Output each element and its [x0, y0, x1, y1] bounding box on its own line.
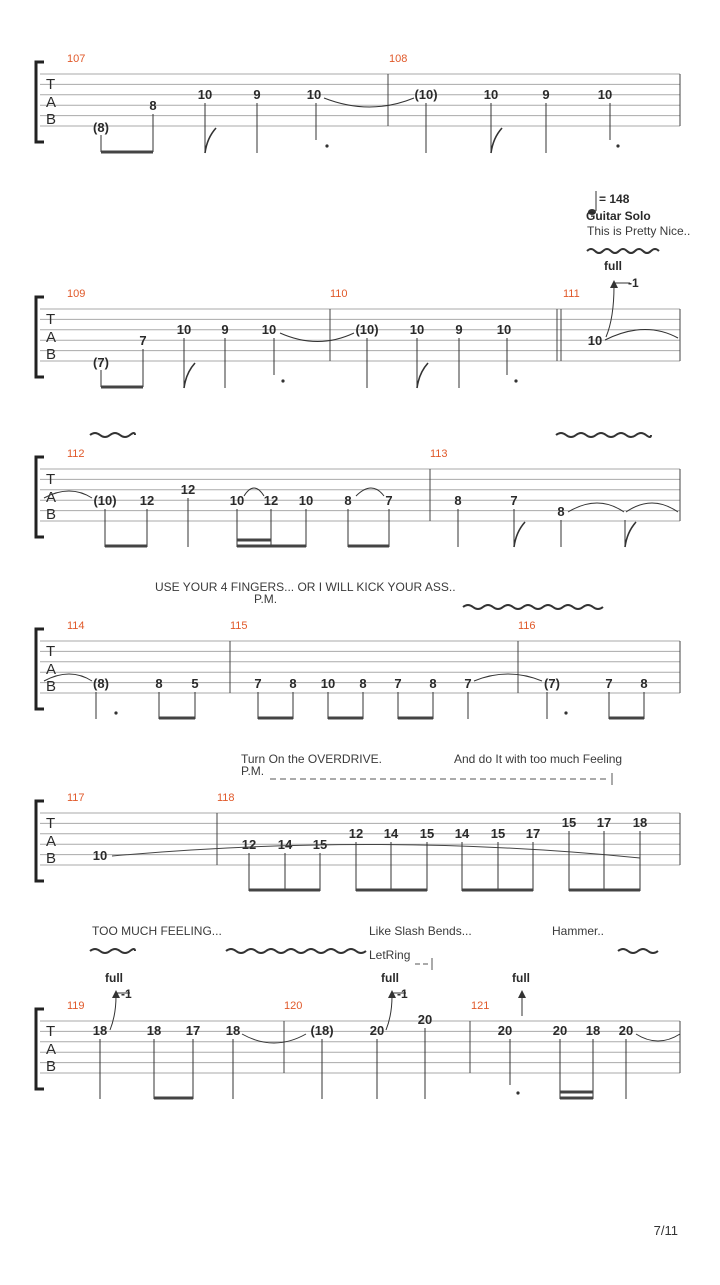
fret-number: 10	[176, 322, 192, 337]
tab-letter-t: T	[46, 1023, 56, 1040]
fret-number: 18	[585, 1023, 601, 1038]
bend-label: full	[381, 971, 399, 985]
fret-number: 10	[261, 322, 277, 337]
fret-number: 17	[596, 815, 612, 830]
tab-system-4	[36, 620, 680, 719]
flag	[184, 363, 195, 388]
annotation-text: Like Slash Bends...	[369, 924, 472, 938]
staff-lines	[40, 469, 680, 521]
tab-letter-b: B	[46, 678, 57, 695]
dot	[616, 144, 619, 147]
slur	[356, 488, 384, 496]
flag	[625, 522, 636, 547]
fret-number: 18	[632, 815, 648, 830]
fret-number: 20	[552, 1023, 568, 1038]
measure-number: 114	[67, 620, 85, 632]
tie	[605, 329, 678, 340]
vibrato-line	[90, 433, 135, 437]
fret-number: 8	[429, 676, 437, 691]
vibrato-line	[556, 433, 651, 437]
bend-label: -1	[121, 987, 132, 1001]
fret-number: 9	[221, 322, 229, 337]
section-label: Guitar Solo	[586, 209, 651, 223]
fret-number: 10	[587, 333, 603, 348]
measure-number: 113	[430, 448, 448, 460]
flag	[514, 522, 525, 547]
fret-number: 8	[155, 676, 163, 691]
measure-number: 109	[67, 288, 86, 300]
fret-number: (8)	[93, 676, 109, 691]
annotation-text: This is Pretty Nice..	[587, 224, 691, 238]
fret-number: 8	[149, 98, 157, 113]
slide-slur	[112, 844, 640, 858]
dot	[514, 379, 517, 382]
measure-number: 119	[67, 1000, 85, 1012]
tab-letter-b: B	[46, 506, 57, 523]
annotation-text: Turn On the OVERDRIVE.	[241, 752, 382, 766]
bend-label: -1	[397, 987, 408, 1001]
measure-number: 121	[471, 1000, 490, 1012]
fret-number: 8	[289, 676, 297, 691]
annotation-text: TOO MUCH FEELING...	[92, 924, 222, 938]
measure-number: 115	[230, 620, 248, 632]
tab-letter-a: A	[46, 94, 57, 111]
fret-number: (7)	[93, 355, 109, 370]
fret-number: 10	[483, 87, 499, 102]
fret-number: (8)	[93, 120, 109, 135]
vibrato-line	[463, 605, 603, 609]
fret-number: 14	[383, 826, 399, 841]
measure-number: 120	[284, 1000, 303, 1012]
tab-letter-a: A	[46, 833, 57, 850]
fret-number: 20	[417, 1012, 433, 1027]
fret-number: (18)	[310, 1023, 334, 1038]
fret-number: 17	[525, 826, 541, 841]
staff-lines	[40, 74, 680, 126]
dot	[114, 711, 117, 714]
tab-system-5	[36, 792, 680, 891]
measure-number: 116	[518, 620, 536, 632]
tab-system-3	[36, 448, 680, 547]
slur	[244, 488, 264, 496]
tab-letter-t: T	[46, 471, 56, 488]
tab-letter-b: B	[46, 111, 57, 128]
rhythm-stems	[101, 338, 507, 388]
fret-number: 10	[229, 493, 245, 508]
fret-number: 20	[618, 1023, 634, 1038]
bend-label: -1	[628, 276, 639, 290]
annotation-text: Hammer..	[552, 924, 605, 938]
fret-number: 12	[139, 493, 155, 508]
measure-number: 110	[330, 288, 348, 300]
fret-number: 7	[510, 493, 518, 508]
bend-arrow	[386, 996, 392, 1030]
staff-lines	[40, 1021, 680, 1073]
fret-number: 10	[409, 322, 425, 337]
fret-number: 7	[605, 676, 613, 691]
rhythm-stems	[100, 1028, 626, 1099]
fret-number: (10)	[355, 322, 379, 337]
fret-number: 12	[263, 493, 279, 508]
fret-number: (10)	[93, 493, 117, 508]
vibrato-line	[587, 249, 659, 253]
fret-number: 7	[385, 493, 393, 508]
fret-number: 8	[454, 493, 462, 508]
fret-number: 8	[359, 676, 367, 691]
fret-number: 20	[369, 1023, 385, 1038]
annotation-text: And do It with too much Feeling	[454, 752, 623, 766]
fret-number: 12	[180, 482, 196, 497]
rhythm-stems	[96, 692, 644, 719]
fret-number: 7	[254, 676, 262, 691]
tab-letter-t: T	[46, 311, 56, 328]
fret-number: 15	[561, 815, 577, 830]
flag	[491, 128, 502, 153]
tab-letter-t: T	[46, 815, 56, 832]
fret-number: 15	[490, 826, 506, 841]
tab-letter-b: B	[46, 346, 57, 363]
fret-number: 15	[312, 837, 328, 852]
measure-number: 111	[563, 288, 580, 300]
fret-number: 10	[92, 848, 108, 863]
tab-letter-a: A	[46, 661, 57, 678]
fret-number: 9	[455, 322, 463, 337]
measure-number: 107	[67, 53, 86, 65]
measure-number: 108	[389, 53, 408, 65]
bend-label: full	[512, 971, 530, 985]
tie	[474, 674, 542, 681]
fret-number: 18	[92, 1023, 108, 1038]
fret-number: 8	[344, 493, 352, 508]
tab-letter-t: T	[46, 76, 56, 93]
fret-number: 14	[454, 826, 470, 841]
bend-label: full	[604, 259, 622, 273]
tab-letter-a: A	[46, 1041, 57, 1058]
fret-number: 10	[320, 676, 336, 691]
vibrato-line	[618, 949, 658, 953]
tab-system-2	[36, 259, 680, 388]
bend-arrow	[110, 996, 116, 1030]
fret-number: (7)	[544, 676, 560, 691]
measure-number: 117	[67, 792, 85, 804]
fret-number: 20	[497, 1023, 513, 1038]
flag	[417, 363, 428, 388]
tab-system-1	[36, 53, 680, 153]
fret-number: 8	[557, 504, 565, 519]
vibrato-line	[226, 949, 366, 953]
tab-system-6	[36, 971, 680, 1099]
tab-letter-a: A	[46, 329, 57, 346]
fret-number: 12	[241, 837, 257, 852]
bend-label: full	[105, 971, 123, 985]
dot	[516, 1091, 519, 1094]
tab-letter-b: B	[46, 1058, 57, 1075]
fret-number: 12	[348, 826, 364, 841]
vibrato-line	[90, 949, 135, 953]
dot	[564, 711, 567, 714]
measure-number: 112	[67, 448, 85, 460]
rhythm-stems	[101, 103, 610, 153]
annotation-text: USE YOUR 4 FINGERS... OR I WILL KICK YOUR ASS..	[155, 580, 456, 594]
fret-number: 9	[253, 87, 261, 102]
tab-letter-b: B	[46, 850, 57, 867]
tab-letter-a: A	[46, 489, 57, 506]
fret-number: 10	[197, 87, 213, 102]
palm-mute-label: P.M.	[241, 764, 265, 778]
measure-number: 118	[217, 792, 235, 804]
fret-number: 8	[640, 676, 648, 691]
dot	[325, 144, 328, 147]
fret-number: 10	[306, 87, 322, 102]
fret-number: 7	[394, 676, 402, 691]
rhythm-stems	[105, 498, 625, 547]
fret-number: 14	[277, 837, 293, 852]
fret-number: 17	[185, 1023, 201, 1038]
tie	[636, 1034, 680, 1041]
rhythm-stems	[249, 831, 640, 891]
tempo-value: = 148	[599, 192, 630, 206]
palm-mute-label: P.M.	[254, 592, 278, 606]
dot	[281, 379, 284, 382]
flag	[205, 128, 216, 153]
fret-number: 18	[225, 1023, 241, 1038]
fret-number: 10	[298, 493, 314, 508]
fret-number: 5	[191, 676, 199, 691]
fret-number: (10)	[414, 87, 438, 102]
fret-number: 10	[597, 87, 613, 102]
page-number: 7/11	[653, 1223, 678, 1238]
fret-number: 9	[542, 87, 550, 102]
fret-number: 7	[139, 333, 147, 348]
fret-number: 15	[419, 826, 435, 841]
fret-number: 18	[146, 1023, 162, 1038]
fret-number: 10	[496, 322, 512, 337]
fret-number: 7	[464, 676, 472, 691]
tab-letter-t: T	[46, 643, 56, 660]
let-ring-label: LetRing	[369, 948, 411, 962]
